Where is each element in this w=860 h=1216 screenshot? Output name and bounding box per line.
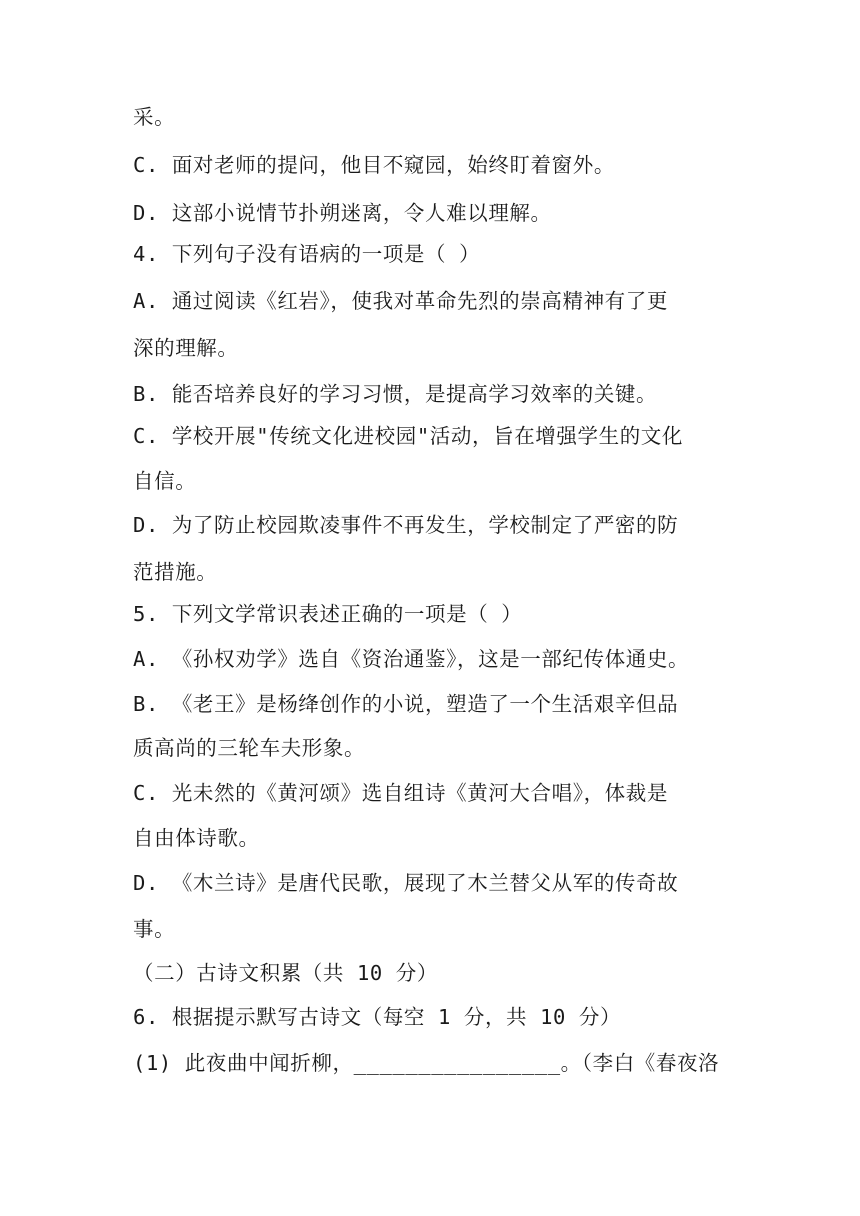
text-line: A. 《孙权劝学》选自《资治通鉴》，这是一部纪传体通史。 xyxy=(133,647,690,671)
fill-in-blank-line: (1) 此夜曲中闻折柳，________________。（李白《春夜洛 xyxy=(133,1051,720,1075)
text-line: C. 学校开展"传统文化进校园"活动，旨在增强学生的文化 xyxy=(133,424,684,448)
text-line: 事。 xyxy=(133,917,176,941)
text-line: C. 面对老师的提问，他目不窥园，始终盯着窗外。 xyxy=(133,153,615,177)
text-line: D. 《木兰诗》是唐代民歌，展现了木兰替父从军的传奇故 xyxy=(133,871,679,895)
text-line: B. 《老王》是杨绛创作的小说，塑造了一个生活艰辛但品 xyxy=(133,692,679,716)
text-line: 深的理解。 xyxy=(133,336,239,360)
text-line: 自由体诗歌。 xyxy=(133,826,260,850)
text-line: D. 为了防止校园欺凌事件不再发生，学校制定了严密的防 xyxy=(133,513,679,537)
text-line: 自信。 xyxy=(133,469,197,493)
question-6-stem: 6. 根据提示默写古诗文（每空 1 分，共 10 分） xyxy=(133,1005,622,1029)
section-heading: （二）古诗文积累（共 10 分） xyxy=(133,961,438,985)
text-line: C. 光未然的《黄河颂》选自组诗《黄河大合唱》，体裁是 xyxy=(133,781,668,805)
text-line: 质高尚的三轮车夫形象。 xyxy=(133,736,366,760)
question-5-stem: 5. 下列文学常识表述正确的一项是（ ） xyxy=(133,602,523,626)
text-line: 采。 xyxy=(133,105,176,129)
text-line: B. 能否培养良好的学习习惯，是提高学习效率的关键。 xyxy=(133,382,658,406)
text-line: D. 这部小说情节扑朔迷离，令人难以理解。 xyxy=(133,201,552,225)
text-line: 范措施。 xyxy=(133,560,218,584)
text-line: A. 通过阅读《红岩》，使我对革命先烈的崇高精神有了更 xyxy=(133,289,668,313)
question-4-stem: 4. 下列句子没有语病的一项是（ ） xyxy=(133,242,481,266)
